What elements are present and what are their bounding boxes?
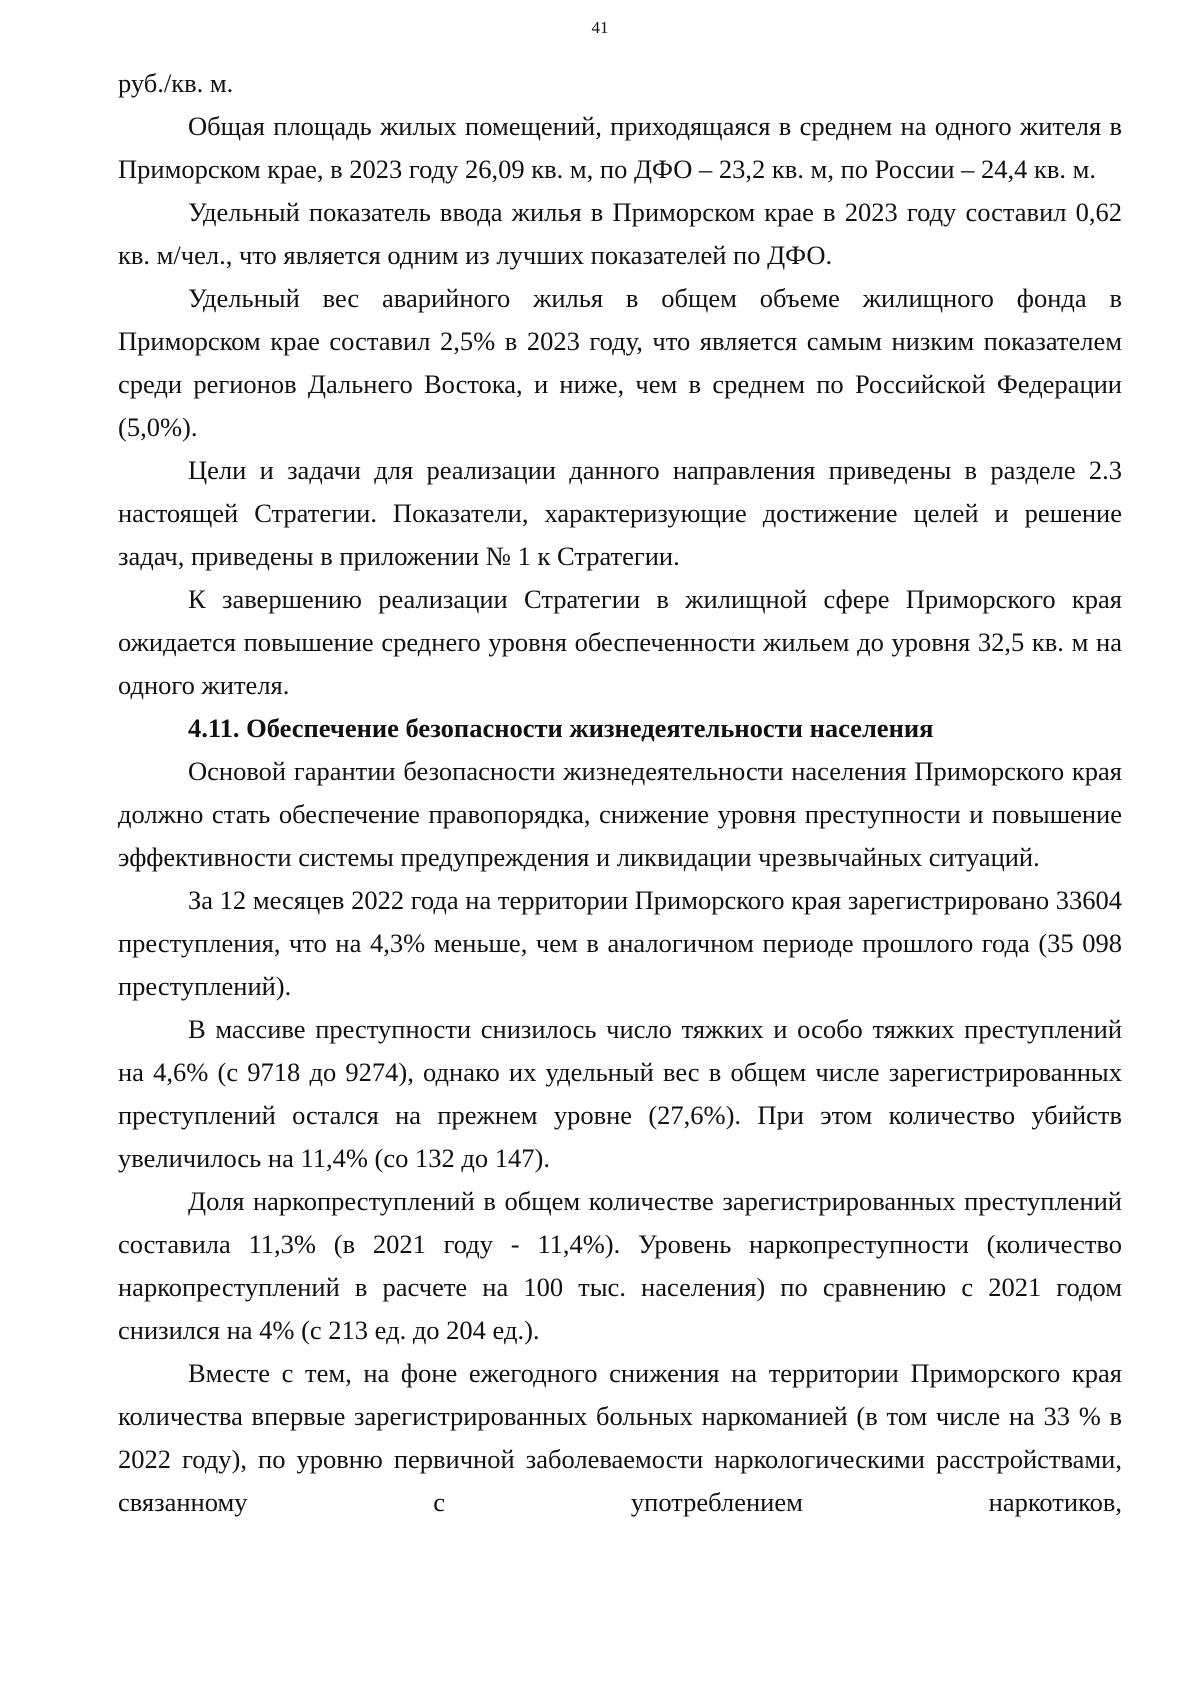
paragraph-crime-count: За 12 месяцев 2022 года на территории Приморского края зарегистрировано 33604 преступления, что на 4,3% меньше, чем в аналогичном периоде прошлого года (35 098 преступлений). bbox=[118, 885, 1122, 1001]
paragraph-safety-basis: Основой гарантии безопасности жизнедеятельности населения Приморского края должно стать обеспечение правопорядка, снижение уровня преступности и повышение эффективности системы предупреждения и ликвидации чрезвычайных ситуаций. bbox=[118, 756, 1122, 872]
document-body bbox=[118, 62, 1122, 1524]
paragraph-drug-crimes: Доля наркопреступлений в общем количестве зарегистрированных преступлений составила 11,3% (в 2021 году - 11,4%). Уровень наркопреступности (количество наркопреступлений в расчете на 100 тыс. населения) по сравнению с 2021 годом снизился на 4% (с 213 ед. до 204 ед.). bbox=[118, 1186, 1122, 1345]
paragraph-serious-crimes: В массиве преступности снизилось число тяжких и особо тяжких преступлений на 4,6% (с 9718 до 9274), однако их удельный вес в общем числе зарегистрированных преступлений остался на прежнем уровне (27,6%). При этом количество убийств увеличилось на 11,4% (со 132 до 147). bbox=[118, 1014, 1122, 1173]
paragraph-expected-results: К завершению реализации Стратегии в жилищной сфере Приморского края ожидается повышение среднего уровня обеспеченности жильем до уровня 32,5 кв. м на одного жителя. bbox=[118, 584, 1122, 700]
paragraph-drug-addiction: Вместе с тем, на фоне ежегодного снижения на территории Приморского края количества впервые зарегистрированных больных наркоманией (в том числе на 33 % в 2022 году), по уровню первичной заболеваемости наркологическими расстройствами, связанному с употреблением наркотиков, bbox=[118, 1358, 1122, 1517]
paragraph-housing-commissioning: Удельный показатель ввода жилья в Приморском крае в 2023 году составил 0,62 кв. м/чел., что является одним из лучших показателей по ДФО. bbox=[118, 197, 1122, 270]
page-number: 41 bbox=[591, 18, 609, 37]
paragraph-emergency-housing: Удельный вес аварийного жилья в общем объеме жилищного фонда в Приморском крае составил 2,5% в 2023 году, что является самым низким показателем среди регионов Дальнего Востока, и ниже, чем в среднем по Российской Федерации (5,0%). bbox=[118, 283, 1122, 442]
section-heading: 4.11. Обеспечение безопасности жизнедеятельности населения bbox=[188, 713, 934, 743]
paragraph-goals-tasks: Цели и задачи для реализации данного направления приведены в разделе 2.3 настоящей Стратегии. Показатели, характеризующие достижение целей и решение задач, приведены в приложении № 1 к Стратегии. bbox=[118, 455, 1122, 571]
paragraph-living-area: Общая площадь жилых помещений, приходящаяся в среднем на одного жителя в Приморском крае, в 2023 году 26,09 кв. м, по ДФО – 23,2 кв. м, по России – 24,4 кв. м. bbox=[118, 111, 1122, 184]
paragraph-continuation: руб./кв. м. bbox=[118, 68, 234, 98]
